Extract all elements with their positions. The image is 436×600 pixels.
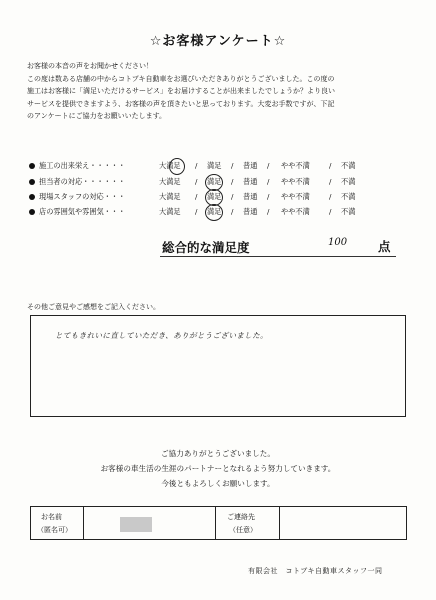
footer-signature: 有限会社 コトブキ自動車スタッフ一同 [248,567,383,575]
intro-line: のアンケートにご協力をお願いいたします。 [27,112,167,121]
option-very-satisfied[interactable]: 大満足 [159,207,181,216]
bullet-icon [29,209,35,215]
option-satisfied[interactable]: 満足 [207,177,222,186]
rating-label: 施工の出来栄え・・・・・ [39,161,126,170]
rating-row-site-staff [29,192,409,205]
separator: / [195,161,198,170]
option-very-satisfied[interactable]: 大満足 [159,192,181,201]
redacted-name [120,517,152,532]
contact-optional-note: （任意） [229,526,257,534]
thanks-line: ご協力ありがとうございました。 [161,449,275,458]
overall-score-value[interactable]: 100 [328,237,348,248]
option-dissatisfied[interactable]: 不満 [341,177,356,186]
separator: / [231,161,234,170]
thanks-line: お客様の車生活の生涯のパートナーとなれるよう努力していきます。 [100,464,336,473]
thanks-message [0,448,436,493]
option-neutral[interactable]: 普通 [243,161,258,170]
divider [279,507,280,539]
separator: / [231,207,234,216]
bullet-icon [29,163,35,169]
bullet-icon [29,179,35,185]
separator: / [195,192,198,201]
intro-line: お客様の本音の声をお聞かせください！ [27,62,153,70]
intro-line: この度は数ある店舗の中からコトブキ自動車をお選びいただきありがとうございました。この度の [27,74,335,83]
contact-label: ご連絡先 [227,513,255,521]
selection-circle [169,158,185,175]
option-somewhat-dissatisfied[interactable]: やや不満 [281,207,310,216]
separator: / [329,177,332,186]
separator: / [267,207,270,216]
option-dissatisfied[interactable]: 不満 [341,192,356,201]
comment-handwritten-text: とてもきれいに直していただき、ありがとうございました。 [55,331,268,340]
separator: / [231,177,234,186]
rating-label: 店の雰囲気や雰囲気・・・ [39,207,126,216]
overall-score-unit: 点 [378,239,391,254]
intro-paragraph [27,60,412,123]
name-label: お名前 [41,513,62,521]
thanks-line: 今後ともよろしくお願いします。 [161,479,275,488]
divider [215,507,216,539]
option-very-satisfied[interactable]: 大満足 [159,161,181,170]
separator: / [195,207,198,216]
option-satisfied[interactable]: 満足 [207,161,222,170]
intro-line: 施工はお客様に「満足いただけるサービス」をお届けすることが出来ましたでしょうか？より良い [27,87,335,96]
option-somewhat-dissatisfied[interactable]: やや不満 [281,161,310,170]
intro-line: サービスを提供できますよう、お客様の声を頂きたいと思っております。大変お手数ですが、下記 [27,99,335,108]
overall-satisfaction-label: 総合的な満足度 [162,240,250,255]
option-neutral[interactable]: 普通 [243,192,258,201]
rating-row-atmosphere [29,207,409,220]
option-somewhat-dissatisfied[interactable]: やや不満 [281,192,310,201]
page-title: ☆お客様アンケート☆ [149,34,287,49]
separator: / [329,192,332,201]
contact-info-table [30,506,407,540]
separator: / [267,177,270,186]
option-very-satisfied[interactable]: 大満足 [159,177,181,186]
rating-label: 担当者の対応・・・・・・ [39,177,126,186]
separator: / [195,177,198,186]
option-somewhat-dissatisfied[interactable]: やや不満 [281,177,310,186]
overall-underline [160,256,396,257]
option-dissatisfied[interactable]: 不満 [341,161,356,170]
option-satisfied[interactable]: 満足 [207,192,222,201]
rating-label: 現場スタッフの対応・・・ [39,192,126,201]
name-anonymous-note: （匿名可） [37,526,72,534]
option-dissatisfied[interactable]: 不満 [341,207,356,216]
divider [83,507,84,539]
separator: / [267,161,270,170]
option-neutral[interactable]: 普通 [243,207,258,216]
selection-circle [205,204,223,221]
option-satisfied[interactable]: 満足 [207,207,222,216]
separator: / [267,192,270,201]
bullet-icon [29,194,35,200]
separator: / [329,207,332,216]
rating-row-staff [29,177,409,190]
separator: / [231,192,234,201]
rating-row-workmanship [29,161,409,174]
option-neutral[interactable]: 普通 [243,177,258,186]
separator: / [329,161,332,170]
comment-prompt: その他ご意見やご感想をご記入ください。 [27,303,160,311]
